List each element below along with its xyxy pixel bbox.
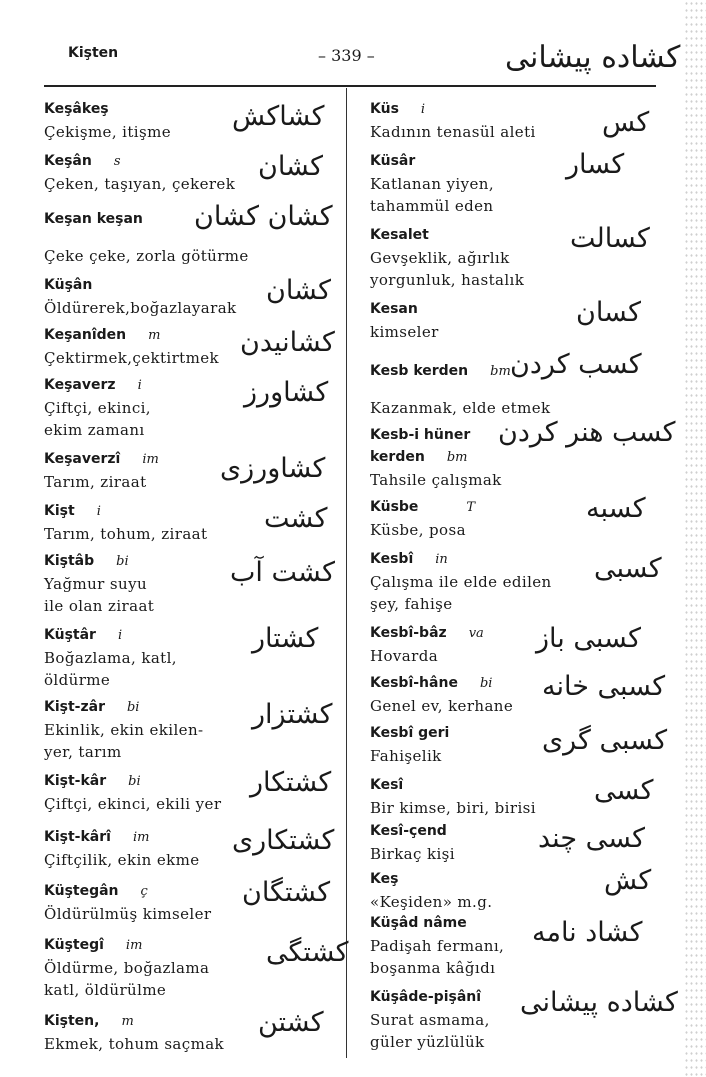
entry-definition: Ekmek, tohum saçmak xyxy=(44,1035,225,1053)
entry-definition: Öldürülmüş kimseler xyxy=(44,905,212,923)
entry-definition: «Keşiden» m.g. xyxy=(370,893,493,911)
dictionary-entry xyxy=(44,274,344,319)
dictionary-entry xyxy=(370,820,660,865)
dictionary-entry xyxy=(44,201,344,267)
header-rule xyxy=(44,85,656,87)
entry-definition: kimseler xyxy=(370,323,439,341)
entry-arabic: كشت xyxy=(264,503,328,534)
running-head-arabic: كشاده پيشانى xyxy=(505,40,681,75)
entry-headword: Keşâkeş xyxy=(44,101,109,117)
entry-headword: Kesî xyxy=(370,777,404,793)
dictionary-entry xyxy=(44,150,344,195)
entry-headword: Kişt-kâr bi xyxy=(44,773,141,789)
entry-arabic: كسبى باز xyxy=(536,623,641,654)
entry-definition: ekim zamanı xyxy=(44,421,145,439)
dictionary-entry xyxy=(44,1007,344,1055)
entry-definition: şey, fahişe xyxy=(370,595,453,613)
entry-headword: Kesbî-bâz va xyxy=(370,625,484,641)
entry-definition: Ekinlik, ekin ekilen- xyxy=(44,721,204,739)
entry-arabic: كشتكار xyxy=(250,767,332,798)
entry-arabic: كشتن xyxy=(258,1007,324,1038)
entry-arabic: كس xyxy=(602,107,650,138)
entry-arabic: كسان xyxy=(576,297,641,328)
entry-headword: Kişt i xyxy=(44,503,101,519)
entry-definition: güler yüzlülük xyxy=(370,1033,485,1051)
dictionary-entry xyxy=(44,324,344,369)
entry-definition: Çeke çeke, zorla götürme xyxy=(44,247,249,265)
entry-headword: Kesalet xyxy=(370,227,429,243)
entry-headword: Küsâr xyxy=(370,153,416,169)
entry-headword: Kesbî-hâne bi xyxy=(370,675,493,691)
dictionary-entry xyxy=(370,865,660,913)
entry-headword: Kesî-çend xyxy=(370,823,447,839)
entry-definition: Boğazlama, katl, xyxy=(44,649,177,667)
entry-definition: Birkaç kişi xyxy=(370,845,455,863)
entry-definition: Çeken, taşıyan, çekerek xyxy=(44,175,236,193)
entry-arabic: كشتگان xyxy=(242,877,331,908)
dictionary-entry xyxy=(370,622,660,667)
dictionary-entry xyxy=(370,774,660,819)
entry-headword: Kişt-zâr bi xyxy=(44,699,140,715)
dictionary-entry xyxy=(370,446,660,491)
dictionary-entry xyxy=(44,696,344,763)
entry-definition: Yağmur suyu xyxy=(44,575,147,593)
dictionary-entry xyxy=(44,98,344,143)
entry-arabic: كسبى xyxy=(594,553,662,584)
entry-headword: Keş xyxy=(370,871,399,887)
entry-arabic: كسى چند xyxy=(538,823,646,854)
entry-definition: Kadının tenasül aleti xyxy=(370,123,536,141)
entry-arabic: كشاورز xyxy=(244,377,329,408)
dictionary-entry xyxy=(370,349,660,419)
entry-headword: Kesan xyxy=(370,301,418,317)
entry-arabic: كشاكش xyxy=(232,101,325,132)
entry-definition: Katlanan yiyen, xyxy=(370,175,495,193)
entry-arabic: كشان xyxy=(258,151,323,182)
dictionary-entry xyxy=(44,500,344,545)
entry-arabic: كسى xyxy=(594,775,654,806)
entry-definition: yorgunluk, hastalık xyxy=(370,271,525,289)
entry-definition: Çektirmek,çektirtmek xyxy=(44,349,219,367)
dictionary-entry xyxy=(44,374,344,441)
dictionary-entry xyxy=(44,448,344,493)
entry-arabic: كش xyxy=(604,865,652,896)
entry-arabic: كسبه xyxy=(586,493,646,524)
entry-definition: Bir kimse, biri, birisi xyxy=(370,799,536,817)
entry-headword: Kesbî in xyxy=(370,551,448,567)
entry-headword: Kişten, m xyxy=(44,1013,134,1029)
entry-definition: Çiftçilik, ekin ekme xyxy=(44,851,200,869)
entry-headword: Keşanîden m xyxy=(44,327,161,343)
dictionary-entry xyxy=(370,671,666,717)
entry-arabic: كشتگى xyxy=(266,937,349,968)
entry-definition: Tarım, tohum, ziraat xyxy=(44,525,208,543)
entry-definition: yer, tarım xyxy=(44,743,122,761)
entry-definition: Genel ev, kerhane xyxy=(370,697,514,715)
entry-headword: Küs i xyxy=(370,101,426,117)
entry-headword: Kesb-i hüner xyxy=(370,427,471,443)
entry-definition: Fahişelik xyxy=(370,747,442,765)
entry-arabic: كسبى خانه xyxy=(542,671,666,702)
dictionary-entry xyxy=(44,624,344,691)
dictionary-entry xyxy=(370,986,678,1053)
entry-headword: Küştegî im xyxy=(44,937,143,953)
entry-definition: Hovarda xyxy=(370,647,439,665)
entry-arabic: كسب كردن xyxy=(510,349,642,380)
dictionary-entry xyxy=(370,912,660,979)
running-head-word: Kişten xyxy=(68,45,119,61)
dictionary-entry xyxy=(370,298,660,343)
entry-definition: Gevşeklik, ağırlık xyxy=(370,249,510,267)
dictionary-entry xyxy=(370,722,668,767)
entry-arabic: كشان xyxy=(266,275,331,306)
entry-definition: Kazanmak, elde etmek xyxy=(370,399,551,417)
dictionary-entry xyxy=(370,150,660,217)
entry-definition: Çiftçi, ekinci, xyxy=(44,399,151,417)
entry-headword: Keşân s xyxy=(44,153,121,169)
entry-arabic: كشتكارى xyxy=(232,825,335,856)
entry-headword: Kişt-kârî im xyxy=(44,829,150,845)
entry-arabic: كشاد نامه xyxy=(532,917,643,948)
entry-definition: Çiftçi, ekinci, ekili yer xyxy=(44,795,222,813)
entry-arabic: كشت آب xyxy=(230,557,335,588)
entry-definition: boşanma kâğıdı xyxy=(370,959,496,977)
entry-headword: Küştegân ç xyxy=(44,883,148,899)
entry-definition: tahammül eden xyxy=(370,197,494,215)
entry-definition: Öldürerek,boğazlayarak xyxy=(44,299,237,317)
page-edge-texture xyxy=(684,0,706,1077)
entry-definition: Öldürme, boğazlama xyxy=(44,959,210,977)
dictionary-entry xyxy=(44,877,344,925)
entry-definition: Küsbe, posa xyxy=(370,521,466,539)
dictionary-entry xyxy=(44,550,344,617)
entry-arabic: كسبى گرى xyxy=(542,725,668,756)
entry-arabic: كشان كشان xyxy=(194,201,333,232)
entry-definition: Çekişme, itişme xyxy=(44,123,171,141)
entry-arabic: كسالت xyxy=(570,223,650,254)
entry-arabic: كشاورزى xyxy=(220,453,326,484)
entry-arabic: كسب هنر كردن xyxy=(498,417,676,448)
entry-arabic: كسار xyxy=(566,149,625,180)
dictionary-entry xyxy=(370,98,660,143)
entry-arabic: كشاده پيشانى xyxy=(520,987,678,1018)
entry-headword: kerden bm xyxy=(370,449,468,465)
entry-headword: Keşan keşan xyxy=(44,211,143,227)
entry-headword: Keşaverz i xyxy=(44,377,142,393)
entry-definition: katl, öldürülme xyxy=(44,981,167,999)
entry-headword: Küştâr i xyxy=(44,627,123,643)
entry-headword: Küşâd nâme xyxy=(370,915,467,931)
entry-headword: Kesbî geri xyxy=(370,725,450,741)
entry-arabic: كشتار xyxy=(252,623,319,654)
dictionary-entry xyxy=(44,767,344,815)
entry-headword: Küsbe T xyxy=(370,499,476,515)
entry-arabic: كشانيدن xyxy=(240,327,335,358)
entry-definition: Tahsile çalışmak xyxy=(370,471,502,489)
entry-definition: öldürme xyxy=(44,671,111,689)
dictionary-entry xyxy=(370,224,660,291)
entry-definition: ile olan ziraat xyxy=(44,597,155,615)
entry-headword: Kesb kerden bm xyxy=(370,363,511,379)
entry-definition: Surat asmama, xyxy=(370,1011,490,1029)
dictionary-entry xyxy=(370,493,660,541)
column-divider xyxy=(346,88,347,1058)
dictionary-entry xyxy=(44,934,349,1001)
dictionary-entry xyxy=(370,417,676,448)
entry-headword: Kiştâb bi xyxy=(44,553,129,569)
entry-headword: Küşân xyxy=(44,277,93,293)
entry-headword: Keşaverzî im xyxy=(44,451,159,467)
entry-definition: Tarım, ziraat xyxy=(44,473,147,491)
entry-definition: Padişah fermanı, xyxy=(370,937,505,955)
dictionary-entry xyxy=(44,826,344,871)
dictionary-entry xyxy=(370,548,660,615)
page-number: – 339 – xyxy=(318,46,375,65)
entry-arabic: كشتزار xyxy=(252,699,333,730)
entry-definition: Çalışma ile elde edilen xyxy=(370,573,552,591)
entry-headword: Küşâde-pişânî xyxy=(370,989,482,1005)
